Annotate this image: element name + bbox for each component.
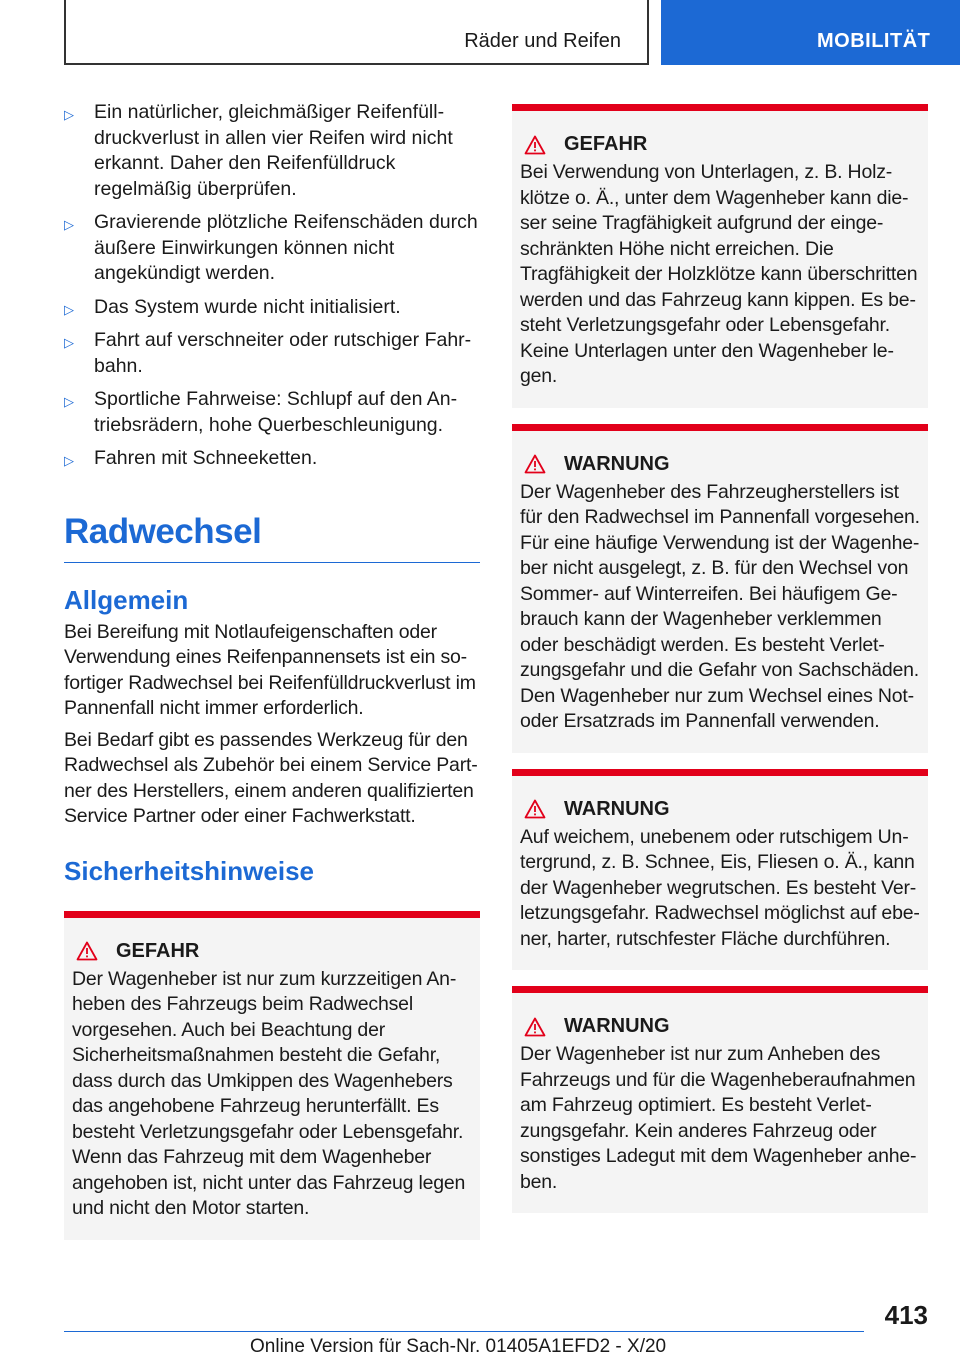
warning-title <box>520 133 920 156</box>
warning-box-warnung <box>512 769 928 971</box>
warning-level: WARNUNG <box>564 797 670 820</box>
paragraph-allgemein-2: Bei Bedarf gibt es passendes Werkzeug für den Radwechsel als Zubehör bei einem Service Partner des Herstellers, einem anderen qualifizierten Service Partner oder einer Fachwerkstatt. <box>64 728 478 827</box>
warning-box-warnung <box>512 424 928 753</box>
warning-level: WARNUNG <box>564 452 670 475</box>
warning-title <box>520 453 920 476</box>
warning-text: Bei Verwendung von Unterlagen, z. B. Holzklötze o. Ä., unter dem Wagenheber kann dieser seine Tragfähigkeit aufgrund der eingeschränkten Höhe nicht erreichen. Die Tragfähigkeit der Holzklötze kann überschritten werden und das Fahrzeug kann kippen. Es besteht Verletzungsgefahr oder Lebensgefahr. Keine Unterlagen unter den Wagenheber legen. <box>520 161 918 387</box>
warning-triangle-icon <box>524 135 546 155</box>
header-chapter-tab[interactable]: MOBILITÄT <box>661 0 960 65</box>
warning-title <box>72 940 472 963</box>
warning-title <box>520 798 920 821</box>
left-column <box>64 100 480 1256</box>
list-item-text: Das System wurde nicht initialisiert. <box>94 295 401 318</box>
header-section-box <box>64 0 649 65</box>
warning-level: GEFAHR <box>116 939 200 962</box>
warning-triangle-icon <box>524 1017 546 1037</box>
list-item <box>64 210 480 287</box>
list-item-text: Sportliche Fahrweise: Schlupf auf den Antriebsrädern, hohe Querbeschleunigung. <box>94 388 458 436</box>
list-item-text: Ein natürlicher, gleichmäßiger Reifenfülldruckverlust in allen vier Reifen wird nicht erkannt. Daher den Reifenfülldruck regelmäßig überprüfen. <box>94 101 453 200</box>
triangle-bullet-icon: ▷ <box>64 217 74 232</box>
warning-triangle-icon <box>76 941 98 961</box>
page-number: 413 <box>884 1300 928 1330</box>
triangle-bullet-icon: ▷ <box>64 394 74 409</box>
subheading-sicherheitshinweise: Sicherheitshinweise <box>64 855 314 886</box>
warning-box-gefahr <box>512 104 928 408</box>
warning-box-gefahr <box>64 911 480 1240</box>
section-heading-radwechsel: Radwechsel <box>64 512 480 563</box>
list-item <box>64 446 480 472</box>
list-item <box>64 328 480 379</box>
warning-triangle-icon <box>524 799 546 819</box>
warning-text: Der Wagenheber des Fahrzeugherstellers ist für den Radwechsel im Pannenfall vorgesehen. Für eine häufige Verwendung ist der Wagenheber nicht ausgelegt, z. B. für den Wechsel von Sommer- auf Winterreifen. Bei häufigem Gebrauch kann der Wagenheber verklemmen oder beschädigt werden. Es besteht Verletzungsgefahr und die Gefahr von Sachschäden. Den Wagenheber nur zum Wechsel eines Not- oder Ersatzrads im Pannenfall verwenden. <box>520 480 920 732</box>
warning-triangle-icon <box>524 454 546 474</box>
triangle-bullet-icon: ▷ <box>64 335 74 350</box>
warning-text: Auf weichem, unebenem oder rutschigem Untergrund, z. B. Schnee, Eis, Fliesen o. Ä., kann der Wagenheber wegrutschen. Es besteht Verletzungsgefahr. Radwechsel möglichst auf ebener, harter, rutschfester Fläche durchführen. <box>520 825 920 950</box>
triangle-bullet-icon: ▷ <box>64 301 74 317</box>
paragraph-allgemein-1: Bei Bereifung mit Notlaufeigenschaften oder Verwendung eines Reifenpannensets ist ein sofortiger Radwechsel bei Reifenfülldruckverlust im Pannenfall nicht immer erforderlich. <box>64 620 476 719</box>
list-item <box>64 100 480 202</box>
triangle-bullet-icon: ▷ <box>64 107 74 122</box>
list-item <box>64 387 480 438</box>
intro-bullet-list <box>64 100 480 472</box>
footer-online-version: Online Version für Sach-Nr. 01405A1EFD2 - X/20 <box>250 1336 667 1357</box>
triangle-bullet-icon: ▷ <box>64 453 74 468</box>
warning-box-warnung <box>512 986 928 1213</box>
list-item-text: Fahrt auf verschneiter oder rutschiger Fahrbahn. <box>94 329 472 377</box>
warning-title <box>520 1015 920 1038</box>
footer-divider <box>64 1331 864 1332</box>
warning-text: Der Wagenheber ist nur zum Anheben des Fahrzeugs und für die Wagenheberaufnahmen am Fahrzeug optimiert. Es besteht Verletzungsgefahr. Kein anderes Fahrzeug oder sonstiges Ladegut mit dem Wagenheber anheben. <box>520 1043 917 1193</box>
warning-level: WARNUNG <box>564 1015 670 1037</box>
list-item <box>64 295 480 321</box>
list-item-text: Fahren mit Schneeketten. <box>94 447 318 469</box>
subheading-allgemein: Allgemein <box>64 584 189 615</box>
list-item-text: Gravierende plötzliche Reifenschäden durch äußere Einwirkungen können nicht angekündigt werden. <box>94 211 478 284</box>
warning-text: Der Wagenheber ist nur zum kurzzeitigen Anheben des Fahrzeugs beim Radwechsel vorgesehen. Auch bei Beachtung der Sicherheitsmaßnahmen besteht die Gefahr, dass durch das Umkippen des Wagenhebers das angehobene Fahrzeug herunterfällt. Es besteht Verletzungsgefahr oder Lebensgefahr. Wenn das Fahrzeug mit dem Wagenheber angehoben ist, nicht unter das Fahrzeug legen und nicht den Motor starten. <box>72 967 466 1219</box>
header-section-title: Räder und Reifen <box>464 30 621 52</box>
right-column <box>512 104 928 1229</box>
warning-level: GEFAHR <box>564 133 648 155</box>
